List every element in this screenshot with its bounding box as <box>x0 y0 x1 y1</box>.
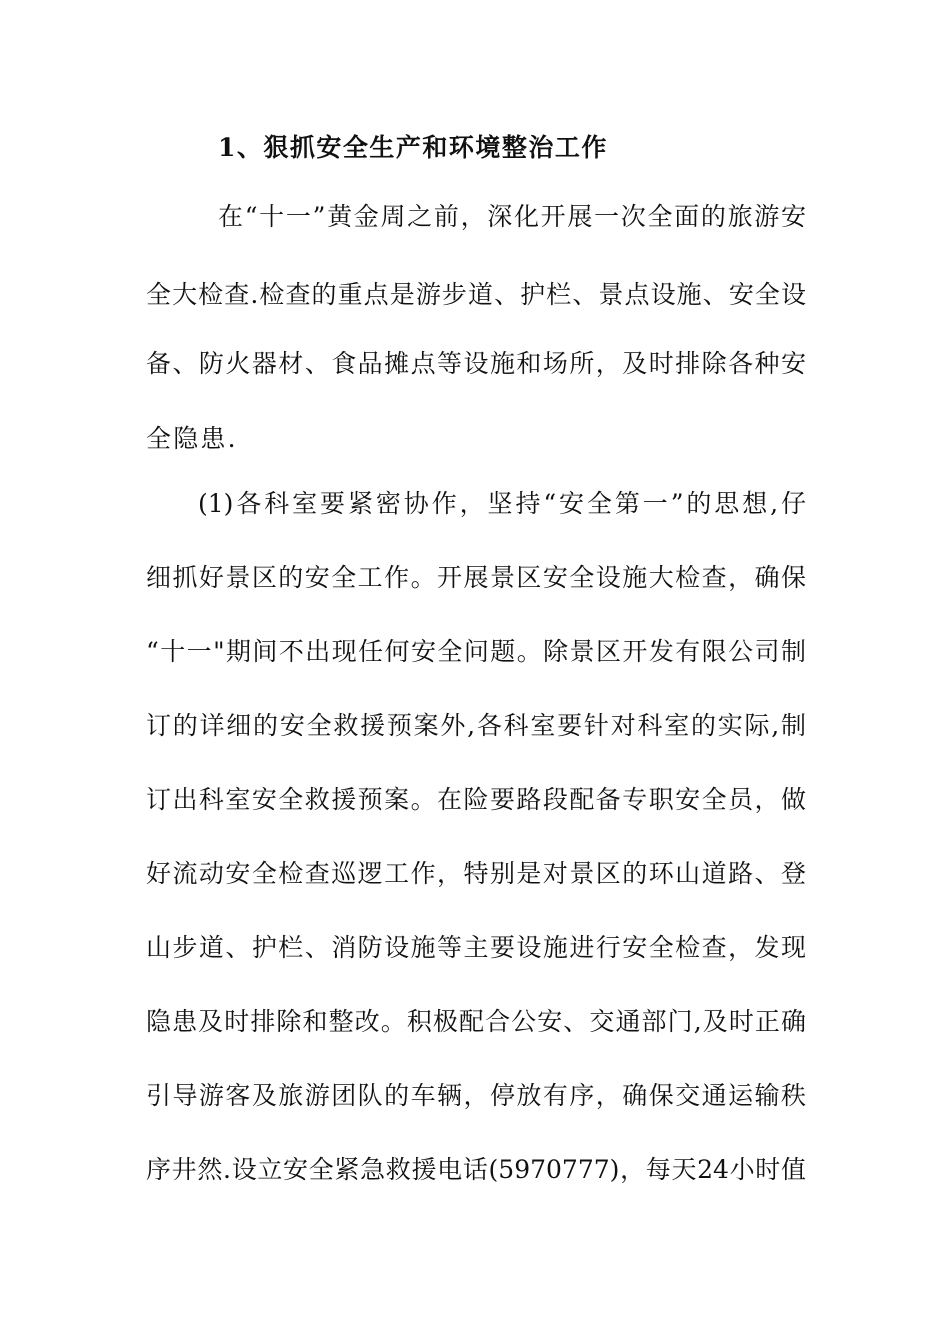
paragraph-line: 山步道、护栏、消防设施等主要设施进行安全检查，发现 <box>146 933 806 962</box>
section-heading: 1、狠抓安全生产和环境整治工作 <box>218 133 608 162</box>
paragraph-line: 引导游客及旅游团队的车辆，停放有序，确保交通运输秩 <box>146 1081 806 1110</box>
paragraph-line: 隐患及时排除和整改。积极配合公安、交通部门,及时正确 <box>146 1007 806 1036</box>
paragraph-line: (1)各科室要紧密协作，坚持“安全第一”的思想,仔 <box>198 489 806 518</box>
paragraph-line: 序井然.设立安全紧急救援电话(5970777)，每天24小时值 <box>146 1155 806 1184</box>
paragraph-line: 好流动安全检查巡逻工作，特别是对景区的环山道路、登 <box>146 859 806 888</box>
paragraph-line: 全隐患. <box>146 424 238 453</box>
paragraph-line: “十一"期间不出现任何安全问题。除景区开发有限公司制 <box>146 637 806 666</box>
paragraph-line: 细抓好景区的安全工作。开展景区安全设施大检查，确保 <box>146 563 806 592</box>
paragraph-line: 全大检查.检查的重点是游步道、护栏、景点设施、安全设 <box>146 280 806 309</box>
paragraph-line: 订出科室安全救援预案。在险要路段配备专职安全员，做 <box>146 785 806 814</box>
paragraph-line: 在“十一”黄金周之前，深化开展一次全面的旅游安 <box>218 202 806 231</box>
paragraph-line: 备、防火器材、食品摊点等设施和场所，及时排除各种安 <box>146 349 806 378</box>
paragraph-line: 订的详细的安全救援预案外,各科室要针对科室的实际,制 <box>146 711 806 740</box>
